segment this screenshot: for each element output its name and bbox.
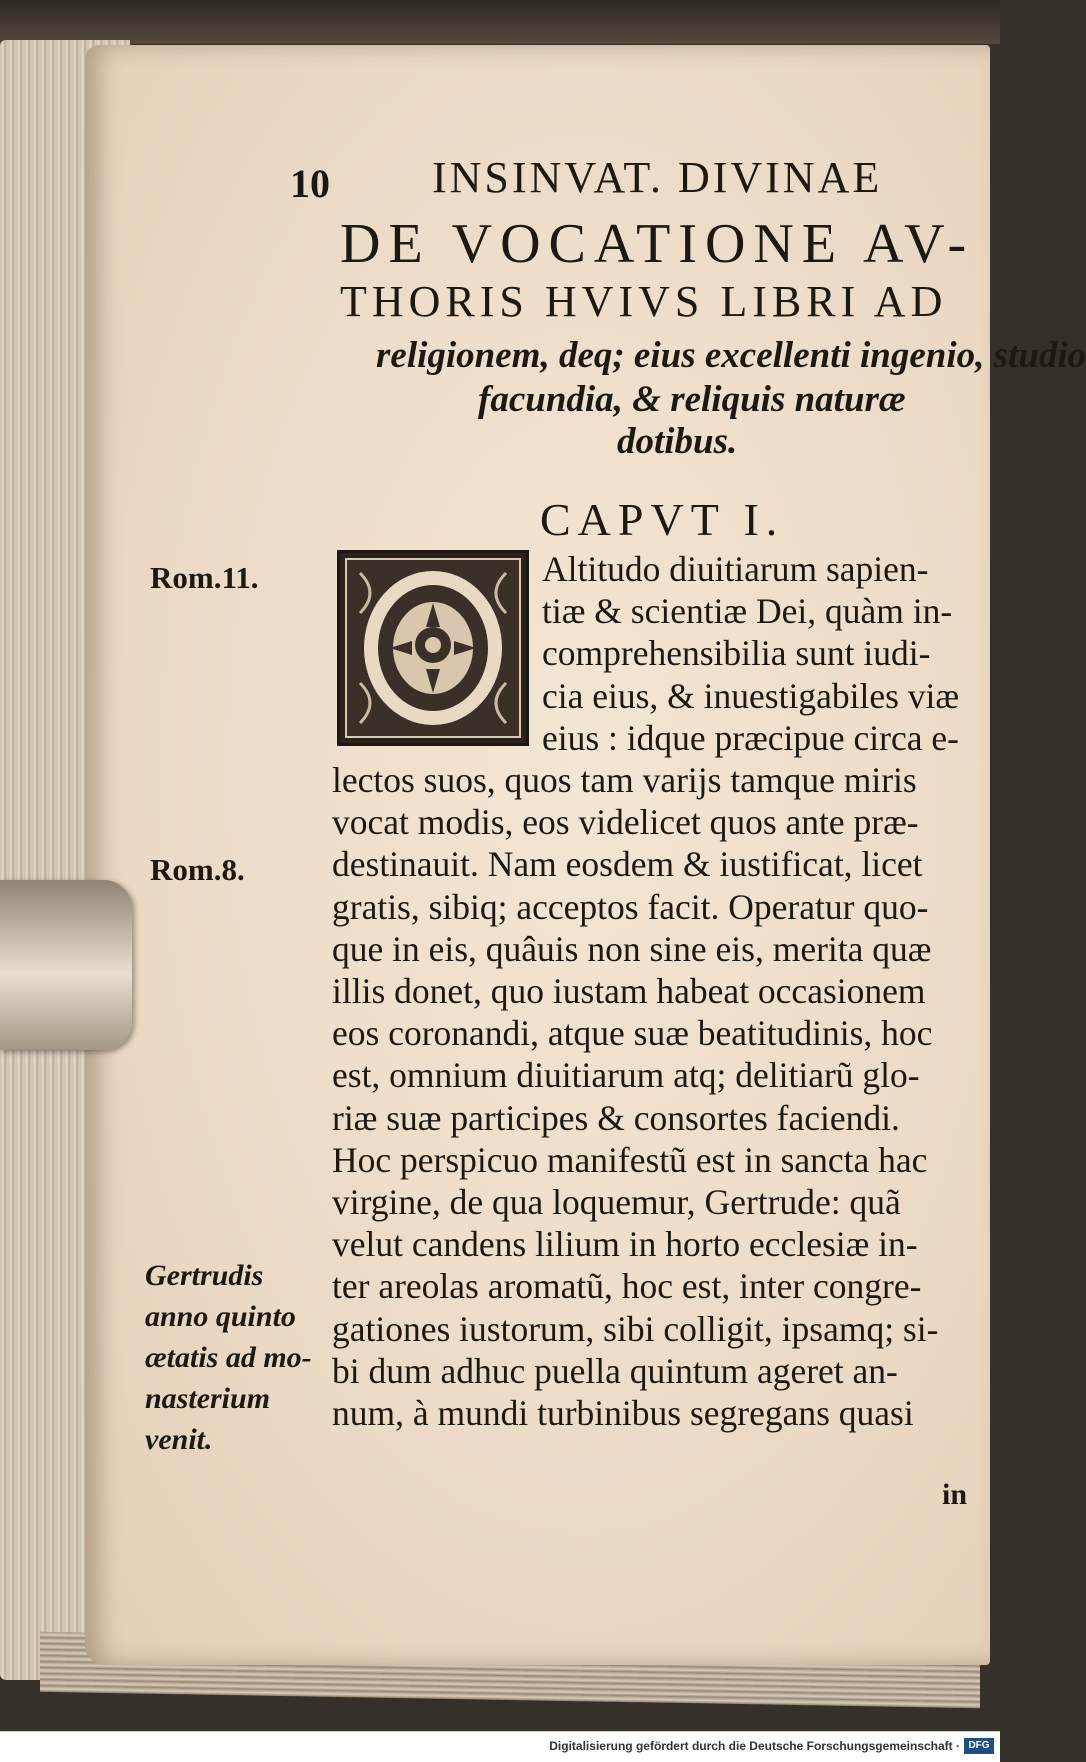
binding-top xyxy=(0,0,1000,44)
margin-note-rom11: Rom.11. xyxy=(150,560,259,595)
body-line: Hoc perspicuo manifestũ est in sancta hac xyxy=(332,1139,928,1180)
running-head: INSINVAT. DIVINAE xyxy=(432,153,883,202)
body-line: que in eis, quâuis non sine eis, merita quæ xyxy=(332,928,932,969)
page-number: 10 xyxy=(290,161,330,206)
body-line: Altitudo diuitiarum sapien- xyxy=(542,549,929,589)
body-line: cia eius, & inuestigabiles viæ xyxy=(542,675,960,716)
margin-note-line: ætatis ad mo- xyxy=(145,1341,312,1374)
margin-note-rom8: Rom.8. xyxy=(150,852,245,887)
book-clamp xyxy=(0,880,132,1050)
body-line: ter areolas aromatũ, hoc est, inter congre- xyxy=(332,1266,922,1307)
dfg-logo-icon: DFG xyxy=(964,1738,994,1754)
margin-note-line: anno quinto xyxy=(145,1300,296,1333)
body-line: num, à mundi turbinibus segregans quasi xyxy=(332,1393,914,1434)
body-line: gratis, sibiq; acceptos facit. Operatur quo- xyxy=(332,886,929,927)
margin-note-line: Gertrudis xyxy=(145,1259,264,1292)
margin-note-gertrudis xyxy=(145,1255,312,1460)
body-line: est, omnium diuitiarum atq; delitiarũ glo- xyxy=(332,1055,920,1096)
body-line: lectos suos, quos tam varijs tamque miris xyxy=(332,760,917,801)
body-line: bi dum adhuc puella quintum ageret an- xyxy=(332,1350,898,1391)
body-line: eos coronandi, atque suæ beatitudinis, hoc xyxy=(332,1013,933,1054)
margin-note-line: venit. xyxy=(145,1423,213,1456)
body-line: virgine, de qua loquemur, Gertrude: quã xyxy=(332,1182,901,1223)
body-line: velut candens lilium in horto ecclesiæ in- xyxy=(332,1224,918,1265)
catchword: in xyxy=(942,1478,968,1511)
body-line: comprehensibilia sunt iudi- xyxy=(542,633,931,674)
subtitle-line-1: religionem, deq; eius excellenti ingenio, studio xyxy=(376,335,1086,376)
title-line-1: DE VOCATIONE AV- xyxy=(340,213,975,275)
chapter-heading: CAPVT I. xyxy=(540,494,785,545)
subtitle-line-3: dotibus. xyxy=(617,421,738,462)
body-text xyxy=(332,548,959,1434)
body-line: illis donet, quo iustam habeat occasionem xyxy=(332,971,926,1012)
subtitle-line-2: facundia, & reliquis naturæ xyxy=(478,379,906,420)
footer-bar xyxy=(0,1731,1000,1762)
body-line: destinauit. Nam eosdem & iustificat, licet xyxy=(332,844,923,885)
funding-credit: Digitalisierung gefördert durch die Deutsche Forschungsgemeinschaft · xyxy=(549,1739,960,1753)
body-line: riæ suæ participes & consortes faciendi. xyxy=(332,1097,900,1138)
body-line: gationes iustorum, sibi colligit, ipsamq; si- xyxy=(332,1308,939,1349)
body-line: vocat modis, eos videlicet quos ante præ- xyxy=(332,802,919,843)
title-line-2: THORIS HVIVS LIBRI AD xyxy=(340,277,948,326)
body-line: tiæ & scientiæ Dei, quàm in- xyxy=(542,591,953,632)
body-line: eius : idque præcipue circa e- xyxy=(542,717,959,758)
margin-note-line: nasterium xyxy=(145,1382,271,1415)
